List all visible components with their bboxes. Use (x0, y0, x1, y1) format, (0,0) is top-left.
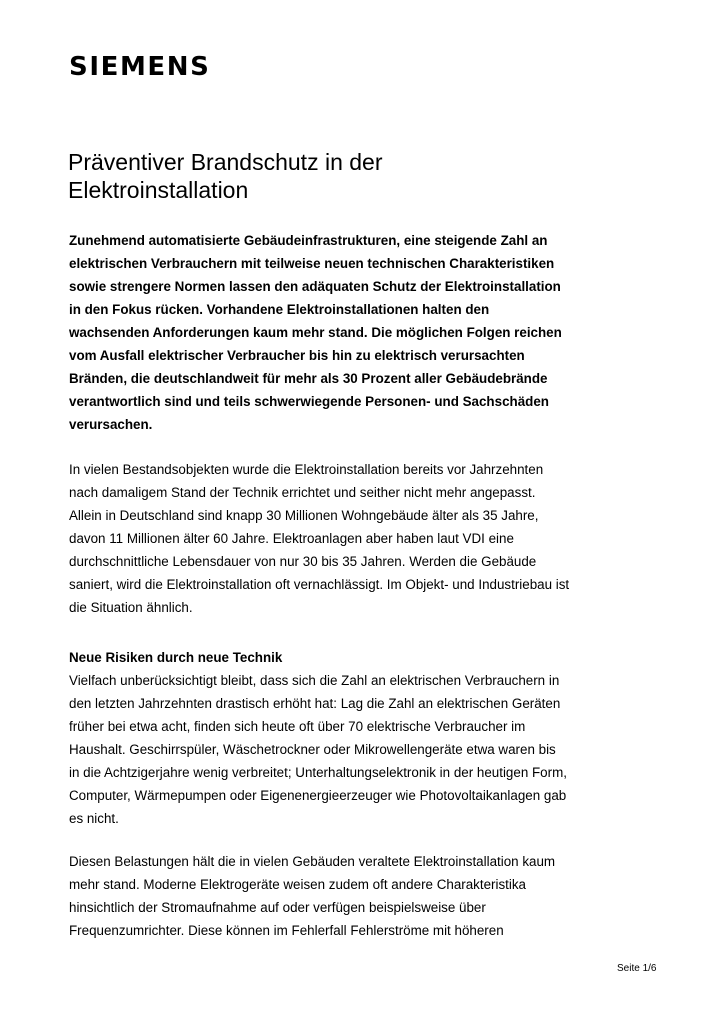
paragraph-line: Allein in Deutschland sind knapp 30 Millionen Wohngebäude älter als 35 Jahre, (69, 508, 539, 523)
paragraph-line: es nicht. (69, 811, 119, 826)
paragraph-line: saniert, wird die Elektroinstallation oft vernachlässigt. Im Objekt- und Industriebau ist (69, 577, 570, 592)
siemens-logo: SIEMENS (69, 52, 211, 82)
paragraph-line: früher bei etwa acht, finden sich heute oft über 70 elektrische Verbraucher im (69, 719, 526, 734)
lead-line: vom Ausfall elektrischer Verbraucher bis hin zu elektrisch verursachten (69, 348, 525, 363)
lead-line: in den Fokus rücken. Vorhandene Elektroinstallationen halten den (69, 302, 490, 317)
section-heading: Neue Risiken durch neue Technik (69, 650, 283, 665)
paragraph-line: nach damaligem Stand der Technik errichtet und seither nicht mehr angepasst. (69, 485, 536, 500)
paragraph-line: Vielfach unberücksichtigt bleibt, dass sich die Zahl an elektrischen Verbrauchern in (69, 673, 560, 688)
lead-line: wachsenden Anforderungen kaum mehr stand. Die möglichen Folgen reichen (69, 325, 562, 340)
body-paragraph-3 (69, 850, 609, 942)
paragraph-line: in die Achtzigerjahre wenig verbreitet; Unterhaltungselektronik in der heutigen Form, (69, 765, 567, 780)
paragraph-line: Diesen Belastungen hält die in vielen Gebäuden veraltete Elektroinstallation kaum (69, 854, 556, 869)
paragraph-line: durchschnittliche Lebensdauer von nur 30 bis 35 Jahren. Werden die Gebäude (69, 554, 537, 569)
paragraph-line: Haushalt. Geschirrspüler, Wäschetrockner oder Mikrowellengeräte etwa waren bis (69, 742, 556, 757)
body-paragraph-2 (69, 669, 609, 830)
page-number: Seite 1/6 (617, 963, 657, 974)
paragraph-line: Computer, Wärmepumpen oder Eigenenergieerzeuger wie Photovoltaikanlagen gab (69, 788, 567, 803)
title-line: Präventiver Brandschutz in der (68, 149, 383, 175)
lead-line: verantwortlich sind und teils schwerwiegende Personen- und Sachschäden (69, 394, 549, 409)
body-paragraph-1 (69, 458, 609, 619)
paragraph-line: Frequenzumrichter. Diese können im Fehlerfall Fehlerströme mit höheren (69, 923, 504, 938)
paragraph-line: mehr stand. Moderne Elektrogeräte weisen zudem oft andere Charakteristika (69, 877, 527, 892)
lead-line: verursachen. (69, 417, 153, 432)
paragraph-line: die Situation ähnlich. (69, 600, 193, 615)
lead-line: Zunehmend automatisierte Gebäudeinfrastrukturen, eine steigende Zahl an (69, 233, 548, 248)
title-line: Elektroinstallation (68, 177, 249, 203)
paragraph-line: hinsichtlich der Stromaufnahme auf oder verfügen beispielsweise über (69, 900, 486, 915)
lead-line: sowie strengere Normen lassen den adäquaten Schutz der Elektroinstallation (69, 279, 561, 294)
paragraph-line: davon 11 Millionen älter 60 Jahre. Elektroanlagen aber haben laut VDI eine (69, 531, 514, 546)
lead-paragraph (69, 229, 609, 436)
paragraph-line: den letzten Jahrzehnten drastisch erhöht hat: Lag die Zahl an elektrischen Geräten (69, 696, 561, 711)
paragraph-line: In vielen Bestandsobjekten wurde die Elektroinstallation bereits vor Jahrzehnten (69, 462, 544, 477)
lead-line: elektrischen Verbrauchern mit teilweise neuen technischen Charakteristiken (69, 256, 555, 271)
page-title (68, 148, 628, 204)
lead-line: Bränden, die deutschlandweit für mehr als 30 Prozent aller Gebäudebrände (69, 371, 548, 386)
